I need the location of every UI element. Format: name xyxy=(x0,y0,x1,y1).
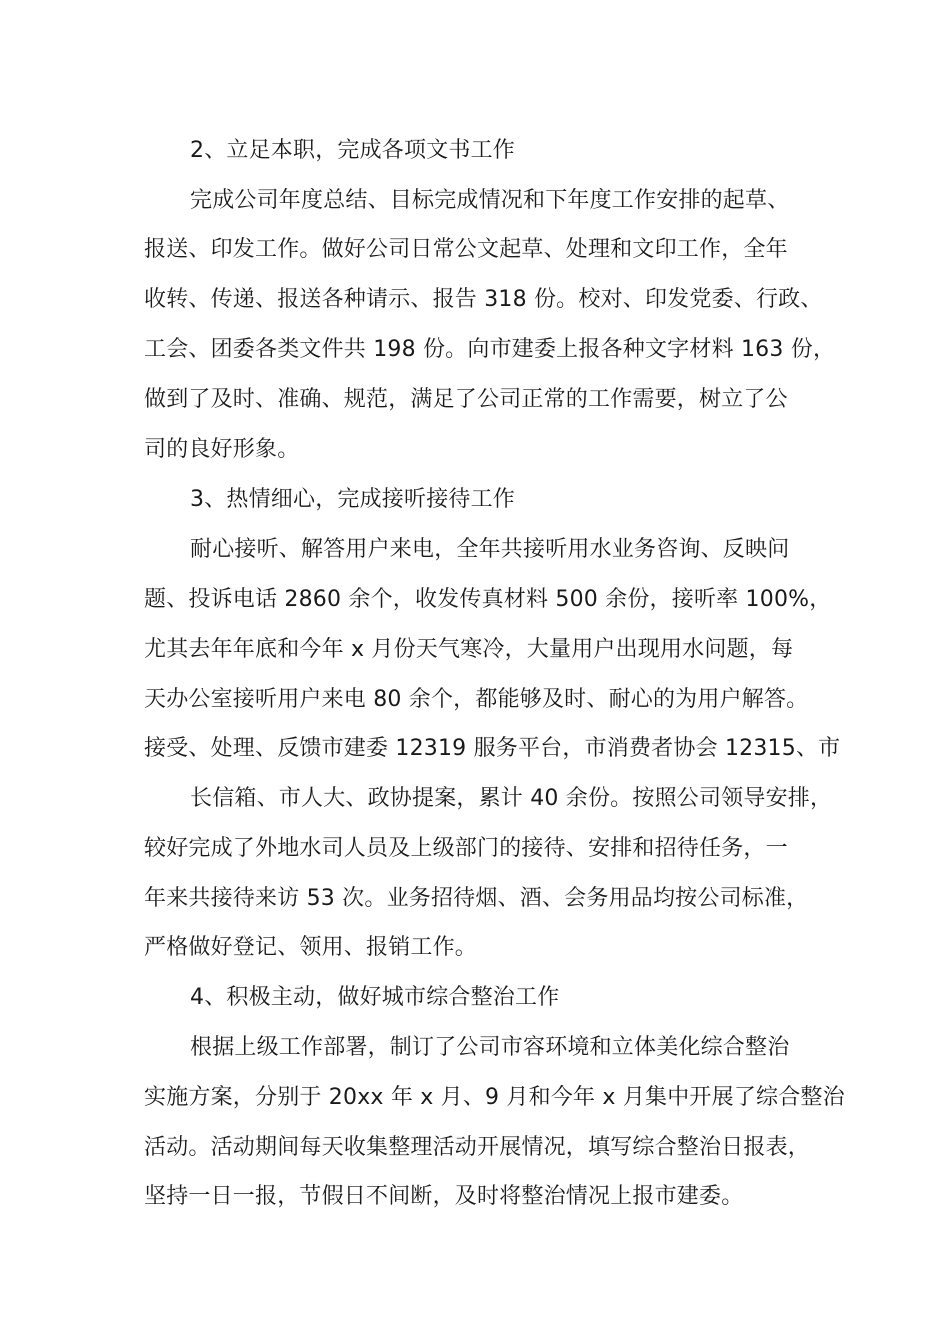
section-heading-2: 2、立足本职，完成各项文书工作 xyxy=(190,138,515,163)
paragraph-line: 题、投诉电话 2860 余个，收发传真材料 500 余份，接听率 100%， xyxy=(144,587,832,612)
paragraph-line: 较好完成了外地水司人员及上级部门的接待、安排和招待任务，一 xyxy=(144,836,788,861)
paragraph-line: 报送、印发工作。做好公司日常公文起草、处理和文印工作，全年 xyxy=(144,237,788,262)
section-heading-3: 3、热情细心，完成接听接待工作 xyxy=(190,487,515,512)
paragraph-line: 做到了及时、准确、规范，满足了公司正常的工作需要，树立了公 xyxy=(144,387,788,412)
paragraph-line: 坚持一日一报，节假日不间断，及时将整治情况上报市建委。 xyxy=(144,1184,744,1209)
paragraph-line: 耐心接听、解答用户来电，全年共接听用水业务咨询、反映问 xyxy=(190,537,790,562)
section-heading-4: 4、积极主动，做好城市综合整治工作 xyxy=(190,985,560,1010)
paragraph-line: 尤其去年年底和今年 x 月份天气寒冷，大量用户出现用水问题，每 xyxy=(144,637,794,662)
paragraph-line: 收转、传递、报送各种请示、报告 318 份。校对、印发党委、行政、 xyxy=(144,287,823,312)
paragraph-line: 年来共接待来访 53 次。业务招待烟、酒、会务用品均按公司标准， xyxy=(144,886,809,911)
paragraph-line: 司的良好形象。 xyxy=(144,437,300,462)
paragraph-line: 活动。活动期间每天收集整理活动开展情况，填写综合整治日报表， xyxy=(144,1135,811,1160)
paragraph-line: 实施方案，分别于 20xx 年 x 月、9 月和今年 x 月集中开展了综合整治 xyxy=(144,1085,845,1110)
paragraph-line: 根据上级工作部署，制订了公司市容环境和立体美化综合整治 xyxy=(190,1035,790,1060)
paragraph-line: 长信箱、市人大、政协提案，累计 40 余份。按照公司领导安排， xyxy=(190,786,833,811)
paragraph-line: 严格做好登记、领用、报销工作。 xyxy=(144,935,478,960)
paragraph-line: 完成公司年度总结、目标完成情况和下年度工作安排的起草、 xyxy=(190,188,790,213)
paragraph-line: 工会、团委各类文件共 198 份。向市建委上报各种文字材料 163 份， xyxy=(144,337,836,362)
paragraph-line: 接受、处理、反馈市建委 12319 服务平台，市消费者协会 12315、市 xyxy=(144,736,841,761)
paragraph-line: 天办公室接听用户来电 80 余个，都能够及时、耐心的为用户解答。 xyxy=(144,687,809,712)
